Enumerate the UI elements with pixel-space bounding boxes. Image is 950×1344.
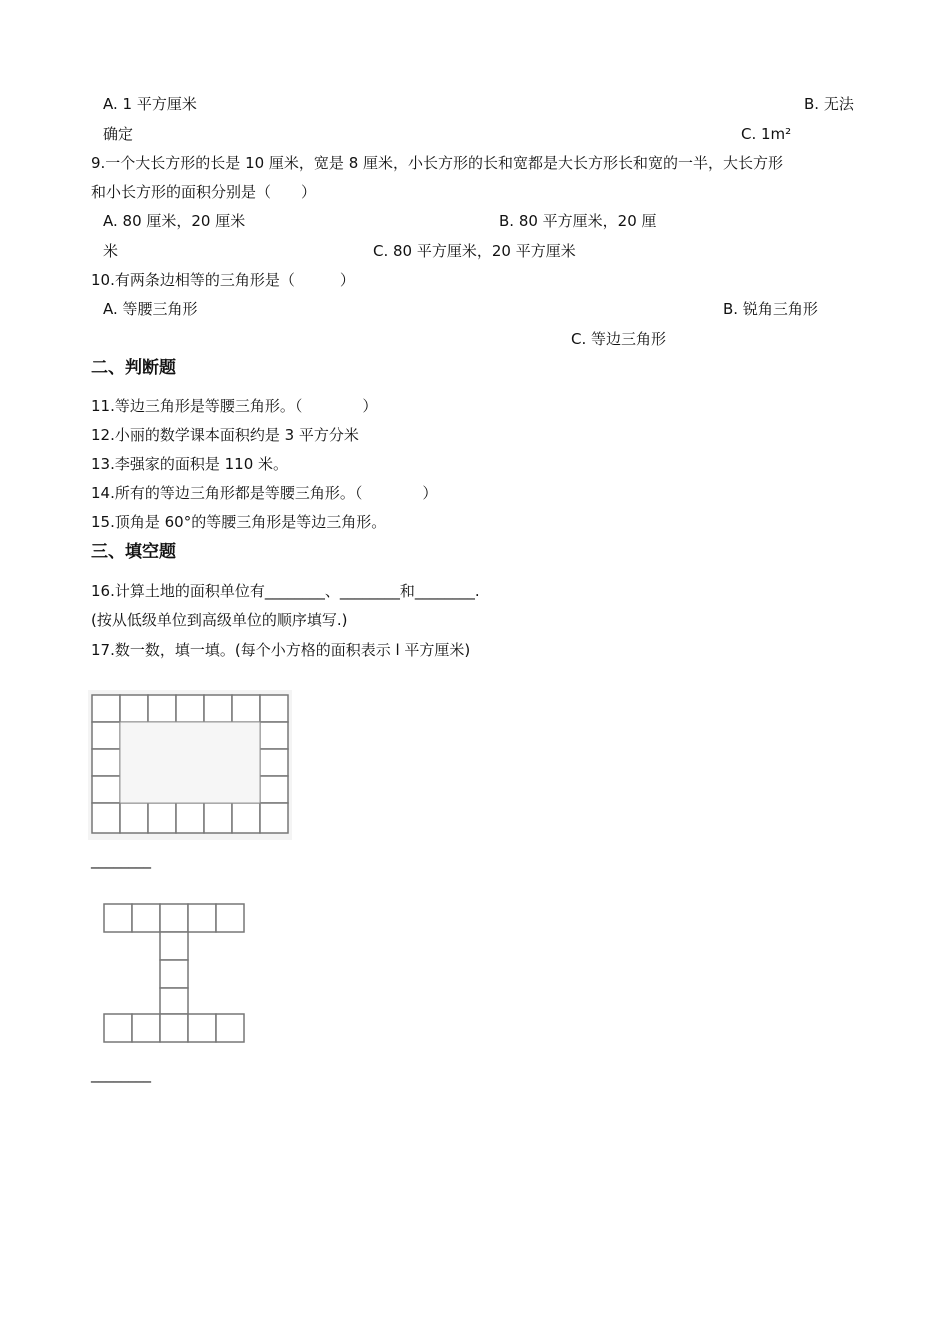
q11: 11.等边三角形是等腰三角形。（ ）	[91, 397, 378, 415]
q10-option-b: B. 锐角三角形	[723, 300, 818, 318]
q17-stem: 17.数一数，填一填。(每个小方格的面积表示 l 平方厘米)	[91, 641, 471, 659]
section3-title: 三、填空题	[91, 542, 176, 562]
q17-answer-blank-2[interactable]: ________	[91, 1065, 151, 1083]
q9-option-a: A. 80 厘米，20 厘米	[103, 212, 246, 230]
q13: 13.李强家的面积是 110 米。	[91, 455, 289, 473]
i-shape-figure	[100, 900, 250, 1046]
square-ring-figure	[88, 690, 292, 840]
q17-answer-blank-1[interactable]: ________	[91, 851, 151, 869]
q8-option-b: B. 无法	[804, 95, 854, 113]
q15: 15.顶角是 60°的等腰三角形是等边三角形。	[91, 513, 387, 531]
q10-stem: 10.有两条边相等的三角形是（ ）	[91, 271, 355, 289]
q9-option-b: B. 80 平方厘米，20 厘	[499, 212, 657, 230]
q14: 14.所有的等边三角形都是等腰三角形。（ ）	[91, 484, 438, 502]
q8-option-c: C. 1m²	[741, 125, 792, 143]
q8-option-a: A. 1 平方厘米	[103, 95, 197, 113]
q12: 12.小丽的数学课本面积约是 3 平方分米	[91, 426, 359, 444]
q9-option-b-continued: 米	[103, 242, 119, 260]
section2-title: 二、判断题	[91, 358, 176, 378]
q9-stem-line2: 和小长方形的面积分别是（ ）	[91, 183, 317, 201]
q8-option-b-continued: 确定	[103, 125, 134, 143]
q10-option-a: A. 等腰三角形	[103, 300, 198, 318]
q10-option-c: C. 等边三角形	[571, 330, 667, 348]
q16-line2: (按从低级单位到高级单位的顺序填写.)	[91, 611, 348, 629]
q9-stem-line1: 9.一个大长方形的长是 10 厘米，宽是 8 厘米，小长方形的长和宽都是大长方形长和宽的一半，大长方形	[91, 154, 784, 172]
q16-line1: 16.计算土地的面积单位有________、________和________.	[91, 582, 480, 600]
q9-option-c: C. 80 平方厘米，20 平方厘米	[373, 242, 576, 260]
